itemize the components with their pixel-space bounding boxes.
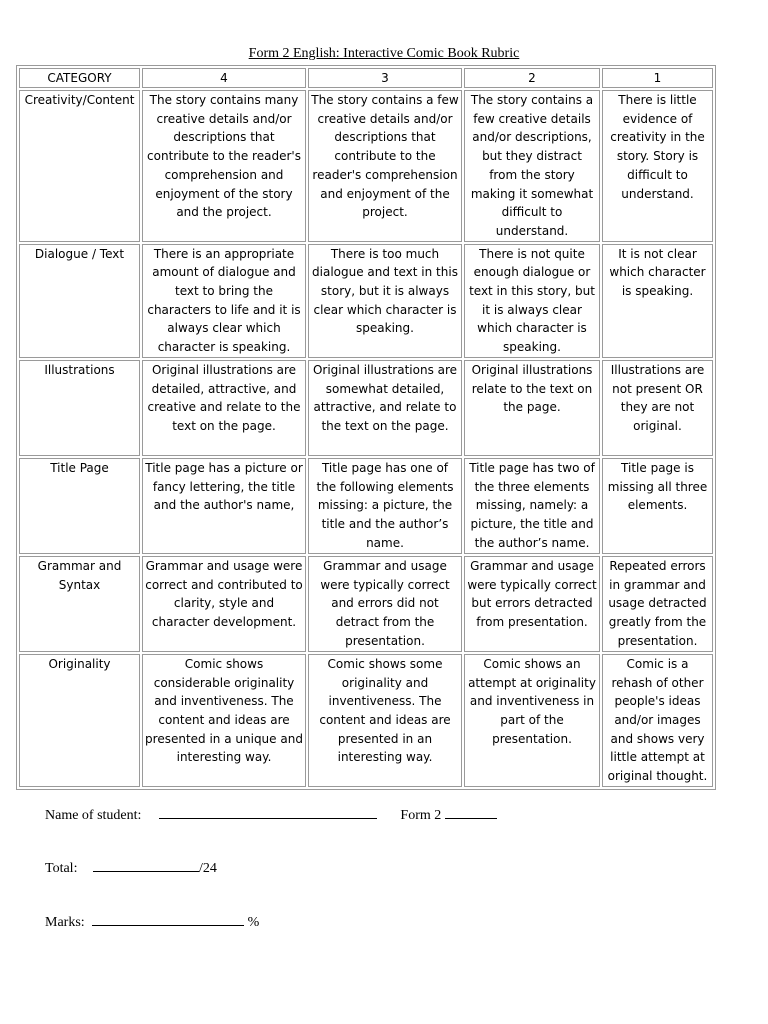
- criterion-cell: Title page has two of the three elements missing, namely: a picture, the title and the author’s name.: [464, 458, 600, 554]
- category-cell: Grammar and Syntax: [19, 556, 140, 652]
- category-cell: Dialogue / Text: [19, 244, 140, 358]
- header-score-4: 4: [142, 68, 306, 88]
- total-label: Total:: [45, 861, 78, 876]
- table-row: [19, 458, 713, 554]
- criterion-cell: Comic shows an attempt at originality and inventiveness in part of the presentation.: [464, 654, 600, 787]
- marks-field[interactable]: [92, 911, 244, 926]
- category-cell: Creativity/Content: [19, 90, 140, 242]
- criterion-cell: There is not quite enough dialogue or text in this story, but it is always clear which character is speaking.: [464, 244, 600, 358]
- total-suffix: /24: [198, 861, 217, 876]
- header-score-3: 3: [308, 68, 462, 88]
- criterion-cell: Grammar and usage were typically correct and errors did not detract from the presentation.: [308, 556, 462, 652]
- header-row: [19, 68, 713, 88]
- criterion-cell: Original illustrations relate to the text on the page.: [464, 360, 600, 456]
- criterion-cell: It is not clear which character is speaking.: [602, 244, 713, 358]
- criterion-cell: There is little evidence of creativity in the story. Story is difficult to understand.: [602, 90, 713, 242]
- total-field[interactable]: [93, 857, 199, 872]
- criterion-cell: Original illustrations are detailed, attractive, and creative and relate to the text on the page.: [142, 360, 306, 456]
- category-cell: Illustrations: [19, 360, 140, 456]
- criterion-cell: Illustrations are not present OR they are not original.: [602, 360, 713, 456]
- marks-label: Marks:: [45, 915, 85, 930]
- student-name-field[interactable]: [159, 804, 377, 819]
- marks-suffix: %: [247, 915, 260, 930]
- criterion-cell: The story contains a few creative details and/or descriptions, but they distract from the story making it somewhat difficult to understand.: [464, 90, 600, 242]
- header-score-1: 1: [602, 68, 713, 88]
- total-line: [45, 857, 217, 877]
- table-row: [19, 360, 713, 456]
- criterion-cell: The story contains a few creative details and/or descriptions that contribute to the reader's comprehension and enjoyment of the project.: [308, 90, 462, 242]
- criterion-cell: Title page has a picture or fancy lettering, the title and the author's name,: [142, 458, 306, 554]
- form-field[interactable]: [445, 804, 497, 819]
- criterion-cell: Comic shows considerable originality and inventiveness. The content and ideas are presented in a unique and interesting way.: [142, 654, 306, 787]
- rubric-title: Form 2 English: Interactive Comic Book Rubric: [248, 46, 520, 61]
- criterion-cell: The story contains many creative details and/or descriptions that contribute to the reader's comprehension and enjoyment of the story and the project.: [142, 90, 306, 242]
- criterion-cell: Original illustrations are somewhat detailed, attractive, and relate to the text on the page.: [308, 360, 462, 456]
- table-row: [19, 654, 713, 787]
- criterion-cell: Grammar and usage were typically correct but errors detracted from presentation.: [464, 556, 600, 652]
- criterion-cell: Title page is missing all three elements.: [602, 458, 713, 554]
- table-row: [19, 556, 713, 652]
- criterion-cell: Grammar and usage were correct and contributed to clarity, style and character development.: [142, 556, 306, 652]
- category-cell: Title Page: [19, 458, 140, 554]
- category-cell: Originality: [19, 654, 140, 787]
- header-score-2: 2: [464, 68, 600, 88]
- student-name-line: [45, 804, 497, 824]
- criterion-cell: There is an appropriate amount of dialogue and text to bring the characters to life and it is always clear which character is speaking.: [142, 244, 306, 358]
- marks-line: [45, 911, 259, 931]
- criterion-cell: Title page has one of the following elements missing: a picture, the title and the author’s name.: [308, 458, 462, 554]
- criterion-cell: There is too much dialogue and text in this story, but it is always clear which character is speaking.: [308, 244, 462, 358]
- criterion-cell: Comic shows some originality and inventiveness. The content and ideas are presented in an interesting way.: [308, 654, 462, 787]
- form-label: Form 2: [400, 808, 442, 823]
- table-row: [19, 244, 713, 358]
- rubric-table: [16, 65, 716, 790]
- criterion-cell: Comic is a rehash of other people's ideas and/or images and shows very little attempt at original thought.: [602, 654, 713, 787]
- table-row: [19, 90, 713, 242]
- criterion-cell: Repeated errors in grammar and usage detracted greatly from the presentation.: [602, 556, 713, 652]
- student-name-label: Name of student:: [45, 808, 142, 823]
- header-category: CATEGORY: [19, 68, 140, 88]
